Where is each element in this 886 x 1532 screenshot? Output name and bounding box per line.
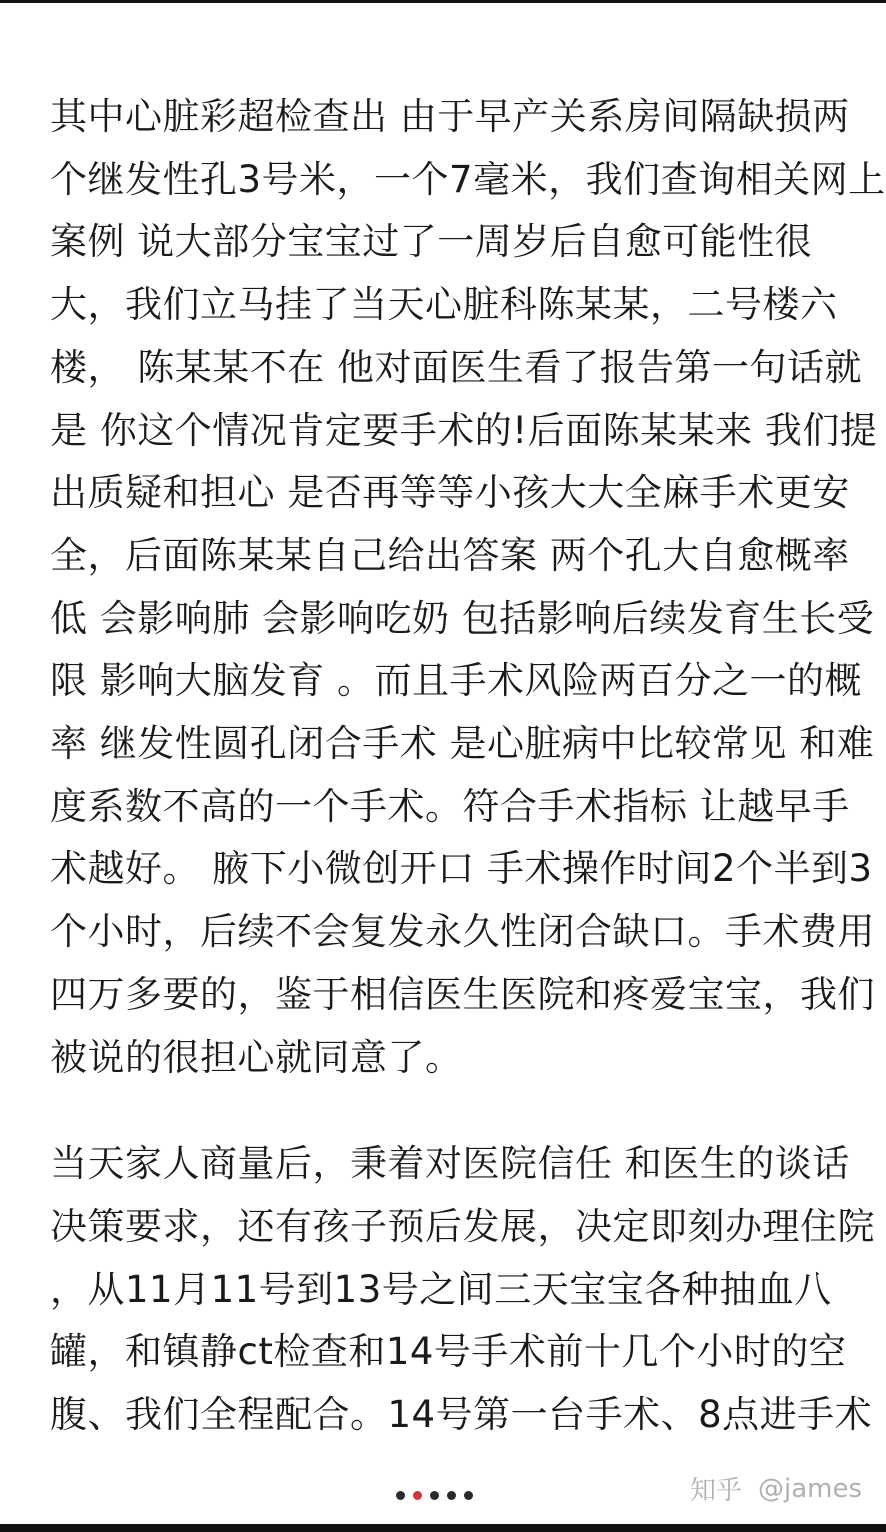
pager-dot-active[interactable]: [413, 1491, 422, 1500]
text-line: 其中心脏彩超检查出 由于早产关系房间隔缺损两: [50, 95, 850, 138]
text-line: 被说的很担心就同意了。: [50, 1035, 463, 1079]
text-line: 率 继发性圆孔闭合手术 是心脏病中比较常见 和难: [50, 722, 875, 766]
text-line: 限 影响大脑发育 。而且手术风险两百分之一的概: [50, 659, 863, 703]
text-line: 案例 说大部分宝宝过了一周岁后自愈可能性很: [50, 220, 813, 264]
pager-dot[interactable]: [396, 1491, 405, 1500]
text-line: ，从11月11号到13号之间三天宝宝各种抽血八: [50, 1267, 832, 1311]
watermark-brand: 知乎: [689, 1476, 742, 1506]
text-line: 罐，和镇静ct检查和14号手术前十几个小时的空: [50, 1330, 847, 1374]
top-border: [0, 0, 886, 3]
text-line: 楼， 陈某某不在 他对面医生看了报告第一句话就: [50, 345, 863, 389]
text-line: 是 你这个情况肯定要手术的!后面陈某某来 我们提: [50, 408, 878, 452]
text-line: 低 会影响肺 会影响吃奶 包括影响后续发育生长受: [50, 596, 875, 640]
zhihu-watermark: [690, 1470, 862, 1507]
text-line: 度系数不高的一个手术。符合手术指标 让越早手: [50, 784, 850, 828]
paragraph-1: [50, 86, 886, 1089]
text-line: 决策要求，还有孩子预后发展，决定即刻办理住院: [50, 1204, 875, 1248]
pager-dot[interactable]: [447, 1491, 456, 1500]
watermark-handle: @james: [757, 1473, 862, 1504]
text-line: 术越好。 腋下小微创开口 手术操作时间2个半到3: [50, 847, 873, 891]
text-line: 个继发性孔3号米，一个7毫米，我们查询相关网上: [50, 157, 886, 201]
text-line: 当天家人商量后，秉着对医院信任 和医生的谈话: [50, 1142, 850, 1186]
pager-dot[interactable]: [464, 1491, 473, 1500]
image-pager: [396, 1488, 481, 1502]
article-body: [50, 86, 886, 1447]
text-line: 全，后面陈某某自己给出答案 两个孔大自愈概率: [50, 533, 850, 577]
text-line: 个小时，后续不会复发永久性闭合缺口。手术费用: [50, 910, 875, 954]
text-line: 四万多要的，鉴于相信医生医院和疼爱宝宝，我们: [50, 972, 875, 1016]
pager-dot[interactable]: [430, 1491, 439, 1500]
bottom-border: [0, 1524, 886, 1532]
text-line: 腹、我们全程配合。14号第一台手术、8点进手术: [50, 1393, 873, 1437]
text-line: 大，我们立马挂了当天心脏科陈某某，二号楼六: [50, 283, 838, 327]
text-line: 出质疑和担心 是否再等等小孩大大全麻手术更安: [50, 471, 850, 515]
paragraph-2: [50, 1133, 875, 1447]
